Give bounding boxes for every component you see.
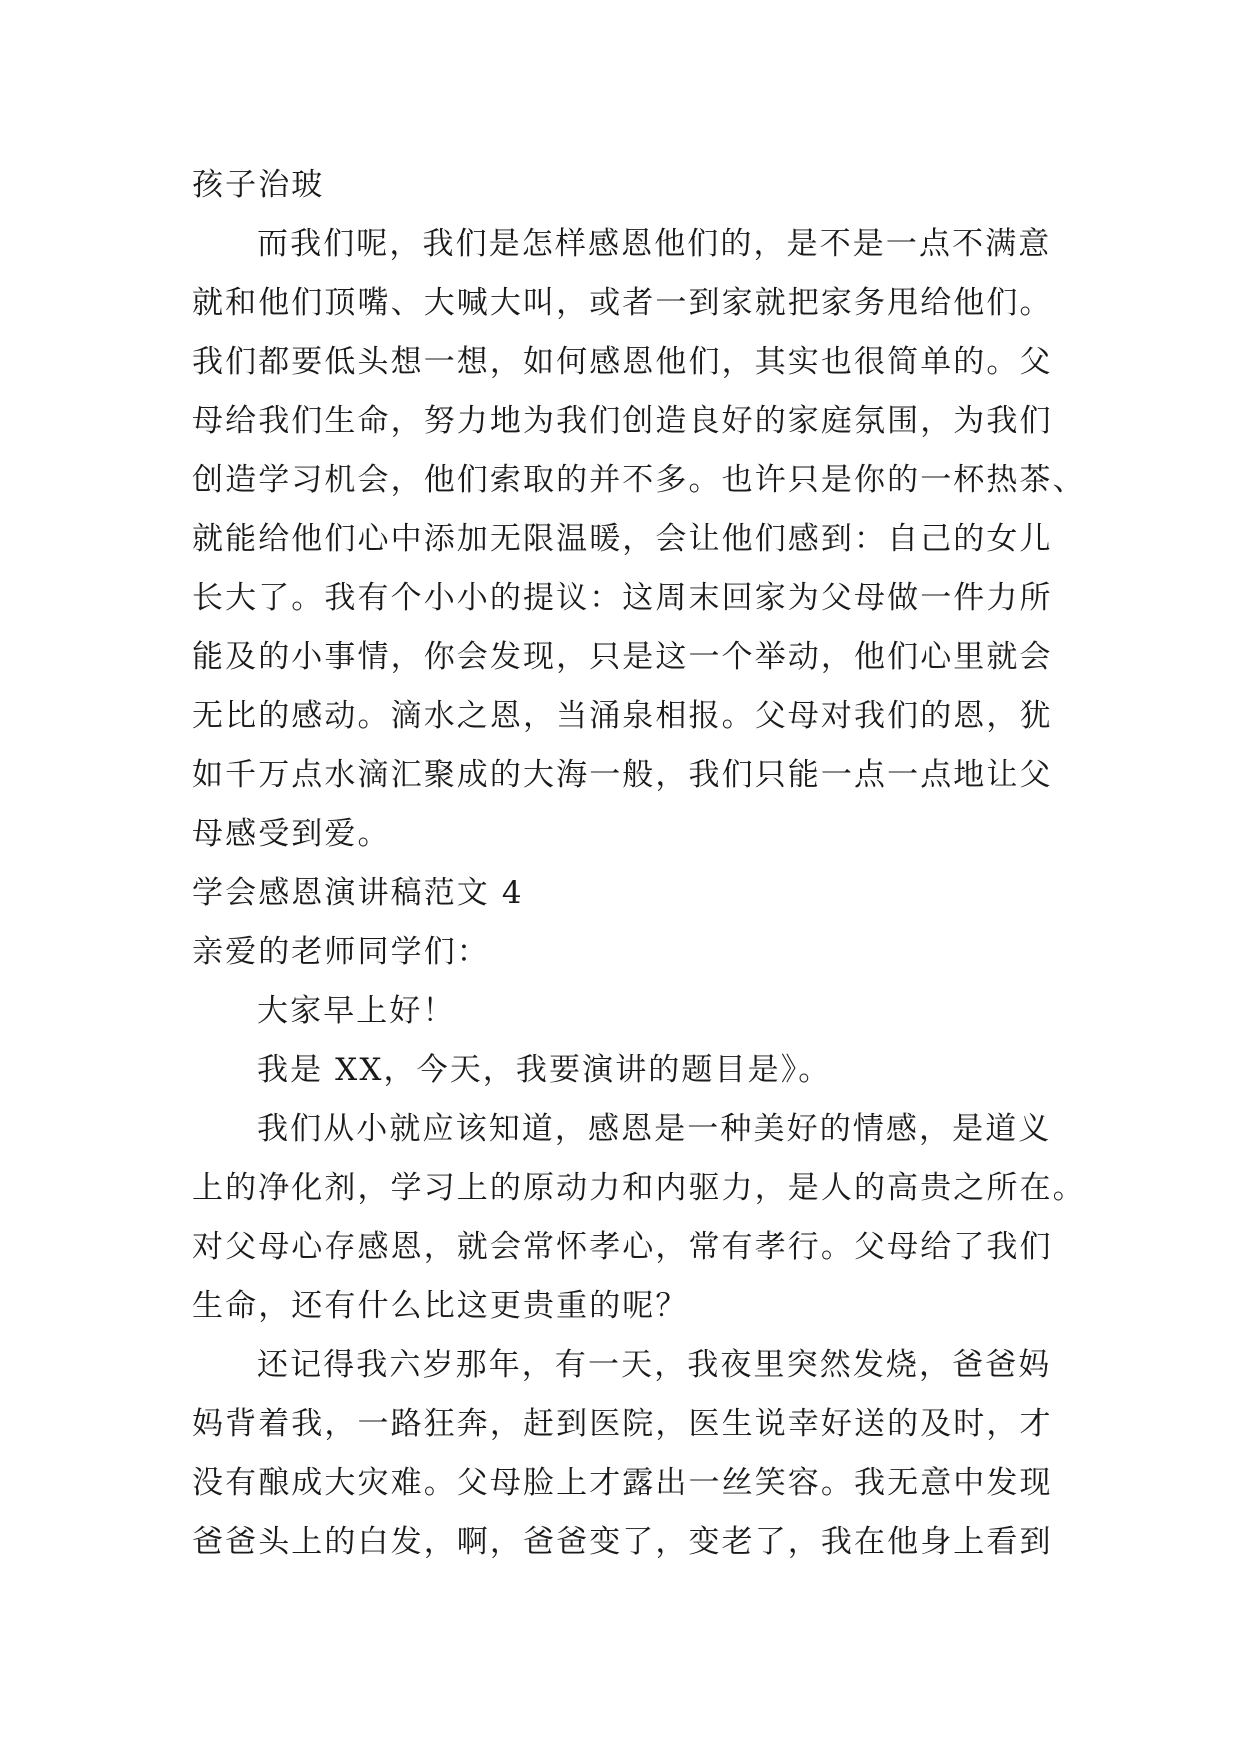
text-line: 母感受到爱。 — [192, 816, 391, 852]
text-line: 无比的感动。滴水之恩，当涌泉相报。父母对我们的恩，犹 — [192, 698, 1053, 734]
text-line: 还记得我六岁那年，有一天，我夜里突然发烧，爸爸妈 — [257, 1347, 1052, 1383]
text-line: 亲爱的老师同学们： — [192, 934, 490, 970]
text-line: 对父母心存感恩，就会常怀孝心，常有孝行。父母给了我们 — [192, 1229, 1053, 1265]
document-body — [192, 156, 1086, 1572]
text-line: 上的净化剂，学习上的原动力和内驱力，是人的高贵之所在。 — [192, 1170, 1086, 1206]
text-line: 我们从小就应该知道，感恩是一种美好的情感，是道义 — [257, 1111, 1052, 1147]
text-line: 妈背着我，一路狂奔，赶到医院，医生说幸好送的及时，才 — [192, 1406, 1053, 1442]
text-line: 创造学习机会，他们索取的并不多。也许只是你的一杯热茶、 — [192, 462, 1086, 498]
text-line: 如千万点水滴汇聚成的大海一般，我们只能一点一点地让父 — [192, 757, 1053, 793]
text-line: 爸爸头上的白发，啊，爸爸变了，变老了，我在他身上看到 — [192, 1524, 1053, 1560]
text-line: 我是 XX，今天，我要演讲的题目是》。 — [257, 1052, 832, 1088]
text-line: 我们都要低头想一想，如何感恩他们，其实也很简单的。父 — [192, 344, 1053, 380]
text-line: 母给我们生命，努力地为我们创造良好的家庭氛围，为我们 — [192, 403, 1053, 439]
text-line: 能及的小事情，你会发现，只是这一个举动，他们心里就会 — [192, 639, 1053, 675]
text-line: 大家早上好！ — [257, 993, 456, 1029]
text-line: 生命，还有什么比这更贵重的呢？ — [192, 1288, 689, 1324]
text-line: 而我们呢，我们是怎样感恩他们的，是不是一点不满意 — [257, 226, 1052, 262]
text-line: 就能给他们心中添加无限温暖，会让他们感到：自己的女儿 — [192, 521, 1053, 557]
text-line: 长大了。我有个小小的提议：这周末回家为父母做一件力所 — [192, 580, 1053, 616]
text-line: 学会感恩演讲稿范文 4 — [192, 875, 524, 911]
text-line: 没有酿成大灾难。父母脸上才露出一丝笑容。我无意中发现 — [192, 1465, 1053, 1501]
text-line: 孩子治玻 — [192, 167, 325, 203]
text-line: 就和他们顶嘴、大喊大叫，或者一到家就把家务甩给他们。 — [192, 285, 1053, 321]
